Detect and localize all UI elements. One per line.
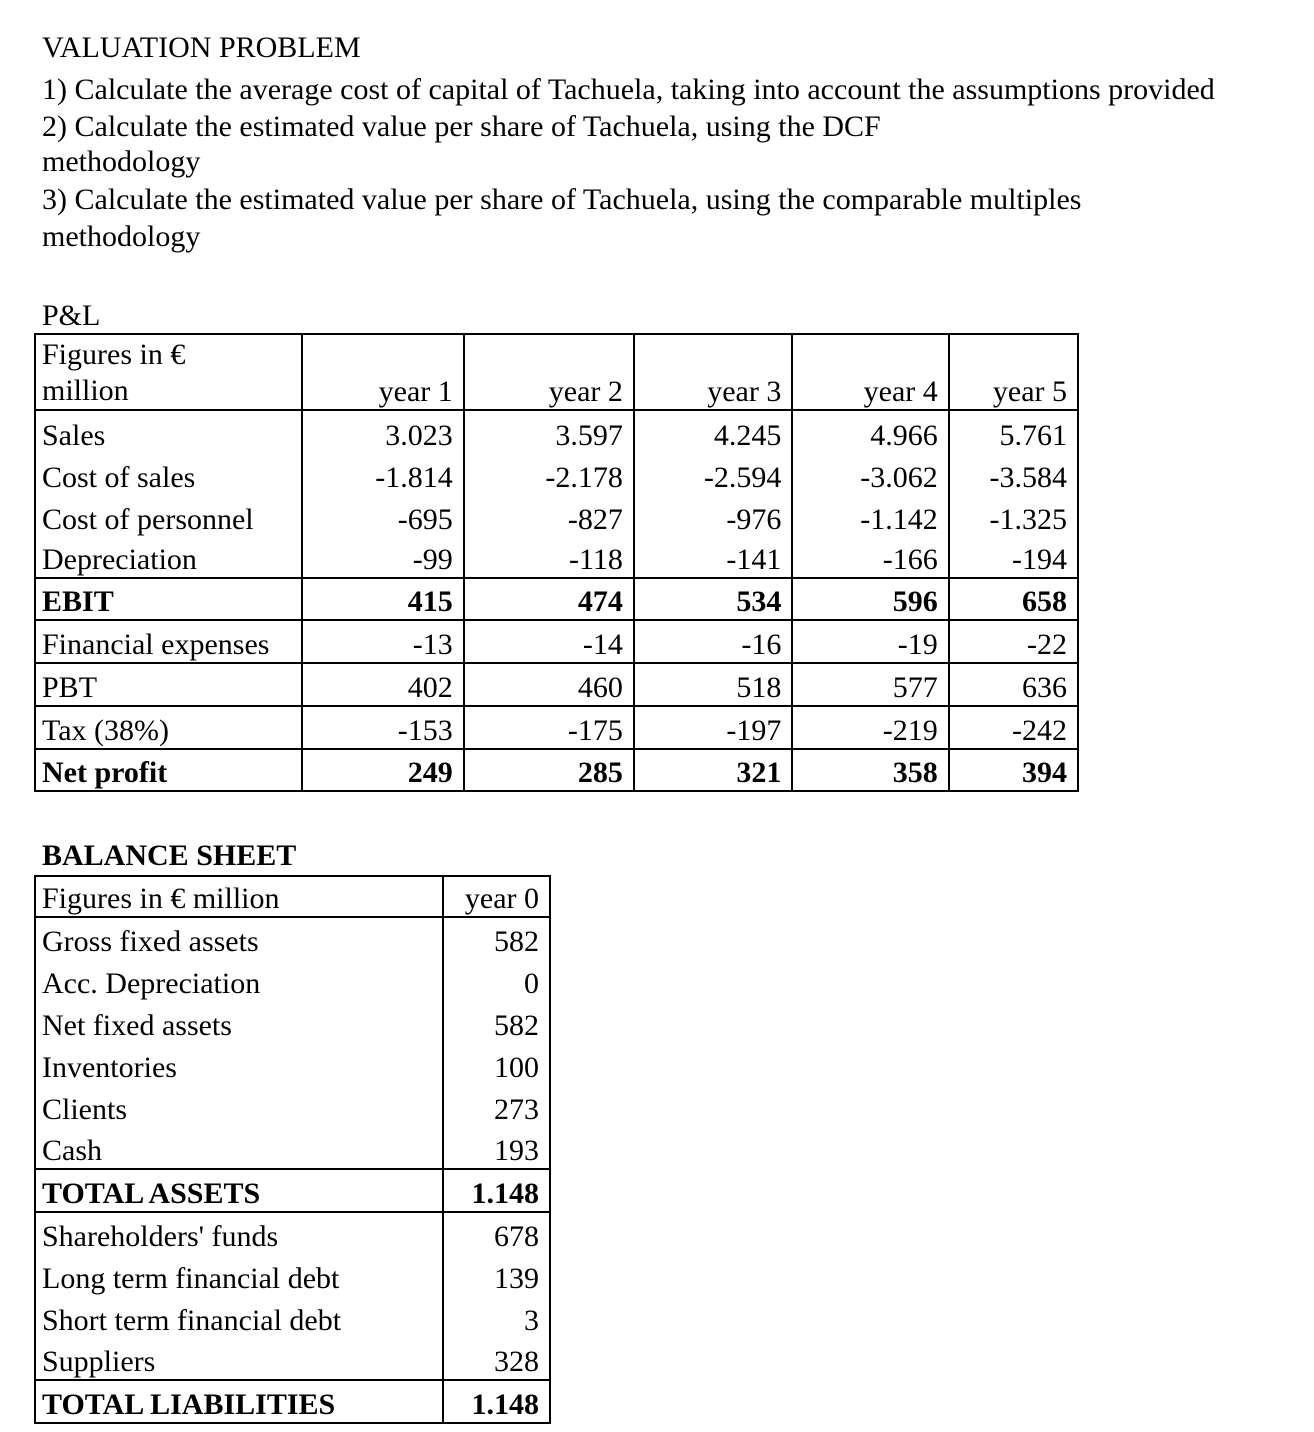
pl-cell: 534 <box>634 578 792 620</box>
pl-row-label: Cost of sales <box>35 453 302 495</box>
pl-row-label: Sales <box>35 410 302 453</box>
bs-header-row <box>35 876 550 917</box>
pl-cell: -16 <box>634 620 792 663</box>
pl-cell: -141 <box>634 537 792 578</box>
bs-cell: 273 <box>443 1085 550 1127</box>
pl-cell: -22 <box>949 620 1078 663</box>
bs-cell: 193 <box>443 1127 550 1169</box>
pl-cell: 636 <box>949 663 1078 706</box>
pl-header-label <box>35 334 302 410</box>
pl-cell: 415 <box>302 578 463 620</box>
pl-cell: -99 <box>302 537 463 578</box>
bs-cell: 139 <box>443 1254 550 1296</box>
pl-cell: 3.023 <box>302 410 463 453</box>
pl-cell: 358 <box>792 749 948 791</box>
pl-row-label: Tax (38%) <box>35 706 302 749</box>
bs-row-label: Clients <box>35 1085 443 1127</box>
pl-row-label: Net profit <box>35 749 302 791</box>
pl-cell: 5.761 <box>949 410 1078 453</box>
pl-cell: -827 <box>464 495 634 537</box>
pl-cell: 394 <box>949 749 1078 791</box>
bs-row-label: Net fixed assets <box>35 1001 443 1043</box>
pl-cell: -3.062 <box>792 453 948 495</box>
bs-row-label: Short term financial debt <box>35 1296 443 1338</box>
bs-cell: 328 <box>443 1338 550 1380</box>
bs-row <box>35 1127 550 1169</box>
pl-table <box>34 333 1079 792</box>
pl-row-label: Cost of personnel <box>35 495 302 537</box>
pl-cell: -194 <box>949 537 1078 578</box>
pl-row-net-profit <box>35 749 1078 791</box>
bs-cell: 3 <box>443 1296 550 1338</box>
bs-row-label: TOTAL ASSETS <box>35 1169 443 1212</box>
question-3-continued: methodology <box>42 220 201 253</box>
pl-cell: 518 <box>634 663 792 706</box>
bs-row-label: TOTAL LIABILITIES <box>35 1380 443 1423</box>
bs-row <box>35 959 550 1001</box>
pl-title: P&L <box>42 299 101 332</box>
pl-cell: -2.594 <box>634 453 792 495</box>
pl-cell: -1.814 <box>302 453 463 495</box>
pl-cell: -3.584 <box>949 453 1078 495</box>
pl-row-label: PBT <box>35 663 302 706</box>
pl-cell: -1.142 <box>792 495 948 537</box>
pl-cell: 3.597 <box>464 410 634 453</box>
pl-cell: -242 <box>949 706 1078 749</box>
pl-cell: -976 <box>634 495 792 537</box>
bs-row <box>35 917 550 959</box>
pl-cell: 321 <box>634 749 792 791</box>
bs-cell: 0 <box>443 959 550 1001</box>
bs-cell: 582 <box>443 1001 550 1043</box>
pl-cell: 285 <box>464 749 634 791</box>
pl-cell: -175 <box>464 706 634 749</box>
pl-cell: -19 <box>792 620 948 663</box>
bs-row <box>35 1001 550 1043</box>
bs-row <box>35 1254 550 1296</box>
bs-row <box>35 1085 550 1127</box>
bs-row-label: Suppliers <box>35 1338 443 1380</box>
bs-cell: 1.148 <box>443 1380 550 1423</box>
pl-cell: 4.966 <box>792 410 948 453</box>
pl-header-year: year 3 <box>634 334 792 410</box>
pl-header-year: year 4 <box>792 334 948 410</box>
pl-cell: 474 <box>464 578 634 620</box>
bs-header-year: year 0 <box>443 876 550 917</box>
pl-row-label: Financial expenses <box>35 620 302 663</box>
pl-row-sales <box>35 410 1078 453</box>
question-2: 2) Calculate the estimated value per share of Tachuela, using the DCF <box>42 110 881 143</box>
pl-row-pbt <box>35 663 1078 706</box>
balance-sheet-table <box>34 875 551 1424</box>
bs-row-label: Shareholders' funds <box>35 1212 443 1254</box>
bs-cell: 582 <box>443 917 550 959</box>
bs-row-label: Cash <box>35 1127 443 1169</box>
bs-cell: 100 <box>443 1043 550 1085</box>
bs-row-total-liabilities <box>35 1380 550 1423</box>
pl-header-label-line1: Figures in € <box>42 338 186 371</box>
pl-cell: 460 <box>464 663 634 706</box>
question-3: 3) Calculate the estimated value per share of Tachuela, using the comparable multiples <box>42 183 1082 216</box>
pl-cell: -2.178 <box>464 453 634 495</box>
pl-row-ebit <box>35 578 1078 620</box>
pl-row-depreciation <box>35 537 1078 578</box>
pl-row-tax <box>35 706 1078 749</box>
pl-cell: 4.245 <box>634 410 792 453</box>
bs-cell: 678 <box>443 1212 550 1254</box>
pl-cell: 402 <box>302 663 463 706</box>
pl-header-label-line2: million <box>42 374 129 407</box>
pl-header-row <box>35 334 1078 410</box>
bs-row-label: Gross fixed assets <box>35 917 443 959</box>
pl-row-cost-of-personnel <box>35 495 1078 537</box>
bs-row <box>35 1296 550 1338</box>
pl-cell: -219 <box>792 706 948 749</box>
pl-header-year: year 5 <box>949 334 1078 410</box>
pl-cell: 596 <box>792 578 948 620</box>
bs-row-label: Inventories <box>35 1043 443 1085</box>
pl-cell: -14 <box>464 620 634 663</box>
pl-row-financial-expenses <box>35 620 1078 663</box>
pl-row-label: Depreciation <box>35 537 302 578</box>
pl-cell: -695 <box>302 495 463 537</box>
bs-row <box>35 1212 550 1254</box>
pl-cell: -197 <box>634 706 792 749</box>
pl-cell: -166 <box>792 537 948 578</box>
pl-cell: 249 <box>302 749 463 791</box>
pl-cell: -118 <box>464 537 634 578</box>
pl-header-year: year 1 <box>302 334 463 410</box>
pl-header-year: year 2 <box>464 334 634 410</box>
pl-cell: -153 <box>302 706 463 749</box>
bs-title: BALANCE SHEET <box>42 839 297 872</box>
pl-row-label: EBIT <box>35 578 302 620</box>
bs-row <box>35 1043 550 1085</box>
pl-cell: -13 <box>302 620 463 663</box>
page-title: VALUATION PROBLEM <box>42 31 361 64</box>
bs-cell: 1.148 <box>443 1169 550 1212</box>
bs-row-label: Acc. Depreciation <box>35 959 443 1001</box>
bs-row-label: Long term financial debt <box>35 1254 443 1296</box>
pl-cell: 577 <box>792 663 948 706</box>
question-1: 1) Calculate the average cost of capital of Tachuela, taking into account the assumptions provided <box>42 73 1215 106</box>
question-2-continued: methodology <box>42 145 201 178</box>
pl-cell: -1.325 <box>949 495 1078 537</box>
bs-header-label: Figures in € million <box>35 876 443 917</box>
bs-row <box>35 1338 550 1380</box>
pl-row-cost-of-sales <box>35 453 1078 495</box>
bs-row-total-assets <box>35 1169 550 1212</box>
pl-cell: 658 <box>949 578 1078 620</box>
